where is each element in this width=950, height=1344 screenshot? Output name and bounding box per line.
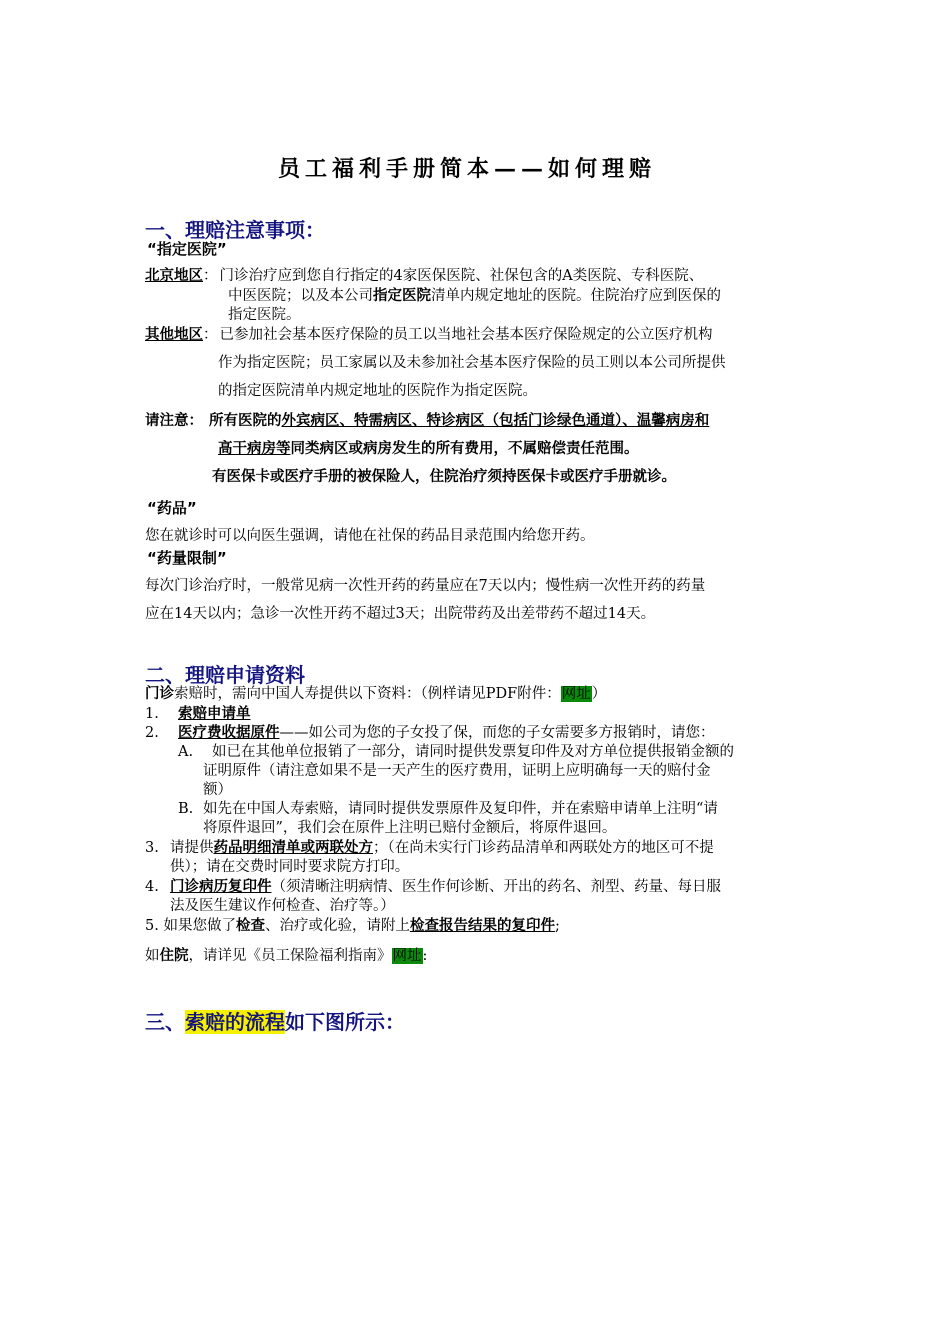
outpatient-bold: 门诊 [145, 685, 174, 702]
item-2a-line-2: 证明原件（请注意如果不是一天产生的医疗费用，证明上应明确每一天的赔付金 [203, 763, 711, 779]
item-2b-label: B. [178, 801, 194, 817]
other-line-1 [145, 325, 713, 345]
item-2b-line-1: 如先在中国人寿索赔，请同时提供发票原件及复印件，并在索赔申请单上注明“请 [203, 801, 718, 817]
section-3-heading [145, 1006, 405, 1035]
text: 同类病区或病房发生的所有费用，不属赔偿责任范围。 [290, 440, 639, 457]
receipt-original: 医疗费收据原件 [178, 724, 280, 741]
item-2b-line-2: 将原件退回”，我们会在原件上注明已赔付金额后，将原件退回。 [203, 820, 617, 836]
item-3-line-1 [170, 838, 714, 858]
item-2a-line-3: 额） [203, 782, 232, 798]
text: ; [554, 918, 560, 934]
item-3-line-2: 供）；请在交费时同时要求院方打印。 [170, 859, 410, 875]
excluded-wards-2: 高干病房等 [218, 440, 291, 457]
text: 中医医院；以及本公司 [228, 288, 373, 304]
page-title: 员工福利手册简本——如何理赔 [278, 156, 657, 182]
dosage-limit-line-1: 每次门诊治疗时，一般常见病一次性开药的药量应在7天以内；慢性病一次性开药的药量 [145, 578, 706, 594]
inpatient-bold: 住院 [159, 947, 189, 964]
colon: ： [203, 327, 218, 343]
text: ） [591, 686, 607, 702]
item-4-line-2: 法及医生建议作何检查、治疗等。） [170, 898, 395, 914]
drug-text: 您在就诊时可以向医生强调，请他在社保的药品目录范围内给您开药。 [145, 528, 595, 544]
text: 所有医院的 [209, 412, 282, 429]
other-line-3: 的指定医院清单内规定地址的医院作为指定医院。 [218, 383, 537, 399]
dosage-limit-line-2: 应在14天以内；急诊一次性开药不超过3天；出院带药及出差带药不超过14天。 [145, 606, 656, 622]
item-2a-label: A. [178, 744, 194, 760]
outpatient-intro [145, 684, 606, 704]
notice-line-3: 有医保卡或医疗手册的被保险人，住院治疗须持医保卡或医疗手册就诊。 [212, 468, 676, 485]
section-1-heading: 一、理赔注意事项： [145, 218, 325, 242]
other-region-label: 其他地区 [145, 326, 203, 343]
text: 如下图所示： [285, 1010, 405, 1034]
notice-line-1 [145, 411, 709, 431]
guide-link[interactable]: 网址 [392, 948, 422, 964]
item-4-line-1 [170, 877, 721, 897]
dosage-limit-heading: “药量限制” [147, 549, 227, 567]
item-2a-line-1: 如已在其他单位报销了一部分，请同时提供发票复印件及对方单位提供报销金额的 [212, 744, 734, 760]
report-copy: 检查报告结果的复印件 [409, 917, 555, 934]
check-bold: 检查 [235, 917, 265, 934]
text: 索赔时，需向中国人寿提供以下资料：（例样请见PDF附件： [174, 686, 561, 702]
item-2-number: 2. [145, 725, 159, 741]
designated-hospital-heading: “指定医院” [147, 240, 227, 258]
other-line-2: 作为指定医院；员工家属以及未参加社会基本医疗保险的员工则以本公司所提供 [218, 355, 726, 371]
beijing-line-1 [145, 266, 703, 286]
text: 请提供 [170, 840, 214, 856]
excluded-wards: 外宾病区、特需病区、特诊病区（包括门诊绿色通道）、温馨病房和 [281, 412, 710, 429]
other-text: 已参加社会基本医疗保险的员工以当地社会基本医疗保险规定的公立医疗机构 [219, 327, 713, 343]
item-4-number: 4. [145, 879, 159, 895]
notice-line-2 [218, 439, 639, 459]
section-2-heading: 二、理赔申请资料 [145, 663, 305, 687]
text: ——如公司为您的子女投了保，而您的子女需要多方报销时，请您： [279, 725, 715, 741]
beijing-line-2 [228, 286, 721, 306]
notice-label: 请注意： [145, 412, 203, 429]
item-2-text [178, 723, 715, 743]
text: 如 [145, 948, 160, 964]
item-1-text: 索赔申请单 [178, 705, 251, 722]
pdf-link[interactable]: 网址 [561, 686, 591, 702]
text: 三、 [145, 1010, 185, 1034]
designated-hospital-bold: 指定医院 [373, 287, 431, 304]
item-5 [145, 916, 560, 936]
text: 、治疗或化验，请附上 [264, 918, 410, 934]
beijing-text: 门诊治疗应到您自行指定的4家医保医院、社保包含的A类医院、专科医院、 [219, 268, 704, 284]
colon: ： [203, 268, 218, 284]
medical-record-copy: 门诊病历复印件 [170, 878, 272, 895]
text: 清单内规定地址的医院。住院治疗应到医保的 [431, 288, 721, 304]
beijing-line-3: 指定医院。 [228, 307, 301, 323]
inpatient-line [145, 946, 427, 966]
text: : [422, 948, 428, 964]
item-3-number: 3. [145, 840, 159, 856]
drug-heading: “药品” [147, 499, 197, 517]
drug-list: 药品明细清单或两联处方 [213, 839, 373, 856]
beijing-label: 北京地区 [145, 267, 203, 284]
text: ；（在尚未实行门诊药品清单和两联处方的地区可不提 [373, 840, 714, 856]
text: （须清晰注明病情、医生作何诊断、开出的药名、剂型、药量、每日服 [271, 879, 721, 895]
text: ，请详见《员工保险福利指南》 [188, 948, 392, 964]
text: 5. 如果您做了 [145, 918, 236, 934]
claim-process-highlight: 索赔的流程 [185, 1010, 285, 1034]
item-1-number: 1. [145, 706, 159, 722]
